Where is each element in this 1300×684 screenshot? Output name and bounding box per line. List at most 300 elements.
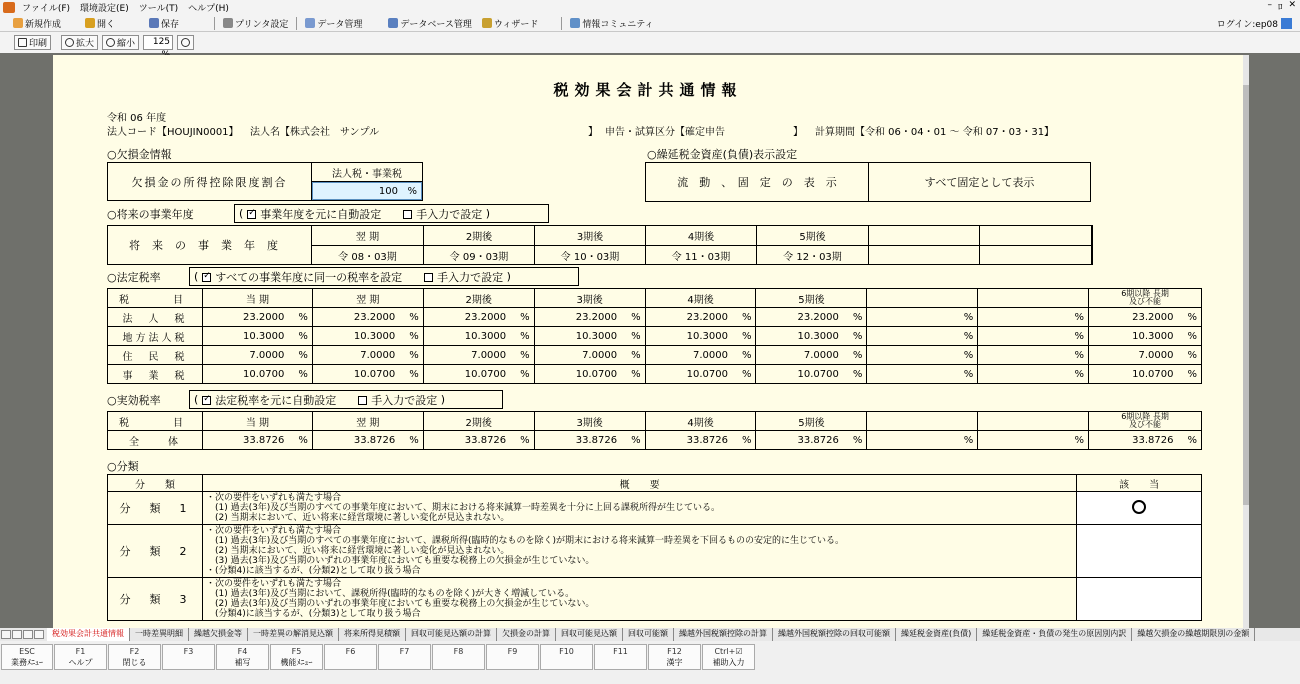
pct-unit: % bbox=[963, 368, 974, 380]
pct-unit: % bbox=[963, 311, 974, 323]
pct-unit: % bbox=[852, 330, 863, 342]
database-manage-button[interactable] bbox=[383, 16, 477, 31]
fkey-key: F6 bbox=[345, 647, 356, 656]
effective-manual-checkbox[interactable] bbox=[358, 396, 367, 405]
sheet-tabs bbox=[0, 628, 1300, 641]
rate-value: 33.8726 bbox=[575, 434, 618, 446]
class-applicable-cell[interactable] bbox=[1077, 525, 1202, 578]
rate-cell[interactable] bbox=[312, 431, 423, 450]
tab-last-button[interactable] bbox=[34, 630, 44, 639]
rate-cell[interactable] bbox=[1089, 308, 1202, 327]
col-header-3: 2期後 bbox=[423, 412, 534, 431]
tab-6[interactable]: 欠損金の計算 bbox=[497, 628, 556, 641]
printer-icon bbox=[223, 18, 233, 28]
class-summary-line: (分類4)に該当するが、(分類3)として取り扱う場合 bbox=[205, 609, 421, 619]
tab-3[interactable]: 一時差異の解消見込額 bbox=[248, 628, 339, 641]
class-col-header-1: 概 要 bbox=[202, 475, 1076, 492]
community-icon bbox=[570, 18, 580, 28]
window-controls bbox=[1267, 0, 1296, 13]
fkey-8-button[interactable] bbox=[432, 644, 485, 670]
future-date-4[interactable]: 令 12・03期 bbox=[756, 245, 869, 265]
separator bbox=[214, 17, 215, 30]
rate-cell[interactable] bbox=[756, 431, 867, 450]
future-header-2: 3期後 bbox=[534, 225, 646, 246]
col-header-1: 当 期 bbox=[202, 412, 312, 431]
wizard-label: ウィザード bbox=[493, 19, 539, 30]
rate-cell[interactable] bbox=[978, 431, 1089, 450]
zoom-field[interactable] bbox=[143, 35, 173, 50]
rate-cell[interactable] bbox=[202, 308, 312, 327]
rate-value: 7.0000 bbox=[582, 349, 618, 361]
future-date-2[interactable]: 令 10・03期 bbox=[534, 245, 646, 265]
pct-unit: % bbox=[1074, 311, 1085, 323]
rate-value: 7.0000 bbox=[1138, 349, 1174, 361]
class-applicable-cell[interactable] bbox=[1077, 578, 1202, 621]
pct-unit: % bbox=[409, 349, 419, 361]
rate-value: 10.0700 bbox=[353, 368, 396, 380]
menu-file[interactable]: ファイル(F) bbox=[22, 4, 71, 14]
rate-row-label: 住 民 税 bbox=[108, 346, 203, 365]
future-date-5 bbox=[868, 245, 980, 265]
menu-tools[interactable]: ツール(T) bbox=[138, 4, 179, 14]
class-row-label: 分 類 2 bbox=[108, 525, 203, 578]
class-summary-line: ・次の要件をいずれも満たす場合 bbox=[205, 526, 341, 536]
rate-row bbox=[108, 346, 1202, 365]
future-date-3[interactable]: 令 11・03期 bbox=[645, 245, 757, 265]
fkey-key: F11 bbox=[613, 647, 628, 656]
rate-cell[interactable] bbox=[867, 365, 978, 384]
rate-cell[interactable] bbox=[312, 346, 423, 365]
tab-0[interactable]: 税効果会計共通情報 bbox=[47, 628, 130, 641]
legal-opt1-label: すべての事業年度に同一の税率を設定 bbox=[215, 270, 403, 284]
fkey-key: F3 bbox=[183, 647, 194, 656]
rate-value: 7.0000 bbox=[471, 349, 507, 361]
rate-cell[interactable] bbox=[423, 346, 534, 365]
fkey-key: F1 bbox=[75, 647, 86, 656]
rate-cell[interactable] bbox=[423, 431, 534, 450]
tab-4[interactable]: 将来所得見積額 bbox=[339, 628, 406, 641]
rate-value: 7.0000 bbox=[360, 349, 396, 361]
effective-auto-checkbox[interactable] bbox=[202, 396, 211, 405]
fiscal-year: 令和 06 年度 bbox=[107, 113, 167, 124]
pct-unit: % bbox=[631, 368, 641, 380]
pct-unit: % bbox=[852, 368, 863, 380]
corp-name-end: 】 bbox=[588, 127, 598, 138]
col-header-6: 5期後 bbox=[756, 289, 867, 308]
rate-value: 23.2000 bbox=[242, 311, 285, 323]
data-manage-label: データ管理 bbox=[317, 19, 363, 30]
rate-cell[interactable] bbox=[867, 327, 978, 346]
rate-cell[interactable] bbox=[312, 365, 423, 384]
zoom-apply-button[interactable] bbox=[177, 35, 194, 50]
pct-unit: % bbox=[520, 311, 530, 323]
pct-unit: % bbox=[852, 434, 863, 446]
future-date-1[interactable]: 令 09・03期 bbox=[423, 245, 535, 265]
rate-value: 7.0000 bbox=[249, 349, 285, 361]
tab-2[interactable]: 繰越欠損金等 bbox=[189, 628, 248, 641]
pct-unit: % bbox=[852, 349, 863, 361]
rate-value: 23.2000 bbox=[686, 311, 728, 323]
rate-value: 23.2000 bbox=[1132, 311, 1174, 323]
future-header-6 bbox=[979, 225, 1093, 246]
fkey-key: ESC bbox=[19, 647, 35, 656]
tab-13[interactable]: 繰越欠損金の繰越期限別の金額 bbox=[1132, 628, 1255, 641]
rate-value: 23.2000 bbox=[797, 311, 839, 323]
tab-7[interactable]: 回収可能見込額 bbox=[556, 628, 623, 641]
folder-icon bbox=[85, 18, 95, 28]
calc-period: 計算期間【令和 06・04・01 ～ 令和 07・03・31】 bbox=[815, 127, 1055, 138]
main-toolbar bbox=[0, 15, 1300, 32]
tab-prev-button[interactable] bbox=[12, 630, 22, 639]
rate-cell[interactable] bbox=[534, 346, 645, 365]
new-label: 新規作成 bbox=[25, 19, 62, 30]
pct-unit: % bbox=[1187, 434, 1197, 446]
rate-cell[interactable] bbox=[423, 365, 534, 384]
rate-cell[interactable] bbox=[312, 327, 423, 346]
rate-cell[interactable] bbox=[756, 308, 867, 327]
col-header-5: 4期後 bbox=[645, 289, 756, 308]
print-button[interactable] bbox=[14, 35, 51, 50]
fkey-key: Ctrl+☑ bbox=[714, 647, 743, 656]
rate-value: 10.0700 bbox=[575, 368, 618, 380]
future-opt1-label: 事業年度を元に自動設定 bbox=[260, 207, 382, 221]
col-header-8 bbox=[978, 289, 1089, 308]
fkey-0-button[interactable] bbox=[1, 644, 53, 670]
rate-row bbox=[108, 327, 1202, 346]
future-header-3: 4期後 bbox=[645, 225, 757, 246]
pct-unit: % bbox=[1074, 368, 1085, 380]
pct-unit: % bbox=[1187, 311, 1197, 323]
pct-unit: % bbox=[520, 368, 530, 380]
fkey-label: 漢字 bbox=[666, 658, 683, 667]
rate-cell[interactable] bbox=[534, 327, 645, 346]
rate-value: 10.3000 bbox=[464, 330, 507, 342]
fkey-5-button[interactable] bbox=[270, 644, 323, 670]
tab-8[interactable]: 回収可能額 bbox=[623, 628, 674, 641]
menu-help[interactable]: ヘルプ(H) bbox=[188, 4, 229, 14]
loss-section-title: ○欠損金情報 bbox=[107, 148, 172, 161]
scroll-thumb[interactable] bbox=[1243, 85, 1249, 505]
corp-code: 法人コード【HOUJIN0001】 bbox=[107, 127, 239, 138]
rate-cell[interactable] bbox=[1089, 346, 1202, 365]
fkey-9-button[interactable] bbox=[486, 644, 539, 670]
separator bbox=[296, 17, 297, 30]
tab-5[interactable]: 回収可能見込額の計算 bbox=[406, 628, 497, 641]
rate-value: 33.8726 bbox=[1132, 434, 1174, 446]
pct-unit: % bbox=[520, 434, 530, 446]
rate-cell[interactable] bbox=[645, 308, 756, 327]
legal-opt2-label: 手入力で設定 bbox=[437, 270, 504, 284]
pct-unit: % bbox=[1074, 349, 1085, 361]
rate-cell[interactable] bbox=[534, 431, 645, 450]
pct-unit: % bbox=[631, 311, 641, 323]
class-row-label: 分 類 1 bbox=[108, 492, 203, 525]
zoom-out-icon bbox=[106, 38, 115, 47]
tab-1[interactable]: 一時差異明細 bbox=[130, 628, 189, 641]
header-row bbox=[108, 412, 1202, 431]
pct-unit: % bbox=[1074, 330, 1085, 342]
fkey-key: F8 bbox=[453, 647, 464, 656]
col-header-4: 3期後 bbox=[534, 412, 645, 431]
effective-opt2-label: 手入力で設定 bbox=[371, 393, 438, 407]
tab-first-button[interactable] bbox=[1, 630, 11, 639]
rate-value: 10.3000 bbox=[575, 330, 618, 342]
fkey-key: F5 bbox=[291, 647, 302, 656]
rate-cell[interactable] bbox=[756, 365, 867, 384]
zoom-value: 125 bbox=[152, 37, 171, 47]
rate-row-label: 全 体 bbox=[108, 431, 203, 450]
pct-unit: % bbox=[963, 434, 974, 446]
rate-cell[interactable] bbox=[756, 327, 867, 346]
pct-unit: % bbox=[298, 349, 308, 361]
future-date-0[interactable]: 令 08・03期 bbox=[311, 245, 424, 265]
pct-unit: % bbox=[520, 349, 530, 361]
new-button[interactable] bbox=[8, 16, 66, 31]
filing-type: 申告・試算区分【確定申告 bbox=[605, 127, 725, 138]
same-rate-checkbox[interactable] bbox=[202, 273, 211, 282]
class-summary-line: (2) 当期末において、近い将来に経営環境に著しい変化が見込まれない。 bbox=[205, 513, 510, 523]
legal-options: ( ✓ すべての事業年度に同一の税率を設定 手入力で設定 ) bbox=[189, 267, 579, 286]
class-summary-line: (1) 過去(3年)及び当期において、課税所得(臨時的なものを除く)が大きく増減している。 bbox=[205, 589, 575, 599]
community-button[interactable] bbox=[565, 16, 658, 31]
fkey-label: 業務ﾒﾆｭｰ bbox=[11, 658, 43, 667]
fkey-3-button[interactable] bbox=[162, 644, 215, 670]
class-col-header-2: 該 当 bbox=[1077, 475, 1202, 492]
rate-row bbox=[108, 365, 1202, 384]
class-summary-line: (2) 当期末において、近い将来に経営環境に著しい変化が見込まれない。 bbox=[205, 546, 510, 556]
corp-name: 法人名【株式会社 サンプル bbox=[250, 127, 380, 138]
col-header-5: 4期後 bbox=[645, 412, 756, 431]
rate-cell[interactable] bbox=[534, 365, 645, 384]
future-header-0: 翌 期 bbox=[311, 225, 424, 246]
pct-unit: % bbox=[741, 311, 752, 323]
effective-section-title: ○実効税率 bbox=[107, 394, 161, 407]
rate-value: 33.8726 bbox=[464, 434, 507, 446]
fkey-key: F7 bbox=[399, 647, 410, 656]
rate-cell[interactable] bbox=[423, 308, 534, 327]
rate-cell[interactable] bbox=[978, 346, 1089, 365]
col-header-8 bbox=[978, 412, 1089, 431]
rate-cell[interactable] bbox=[645, 327, 756, 346]
pct-unit: % bbox=[409, 434, 419, 446]
class-summary-line: (2) 過去(3年)及び当期のいずれの事業年度においても重要な税務上の欠損金が生じていない。 bbox=[205, 599, 595, 609]
page-title: 税効果会計共通情報 bbox=[553, 81, 743, 99]
col-header-2: 翌 期 bbox=[312, 289, 423, 308]
filing-end: 】 bbox=[793, 127, 803, 138]
document-page bbox=[53, 55, 1243, 628]
rate-cell[interactable] bbox=[1089, 327, 1202, 346]
pct-unit: % bbox=[298, 434, 308, 446]
print-icon bbox=[18, 38, 27, 47]
future-header-5 bbox=[868, 225, 980, 246]
rate-cell[interactable] bbox=[978, 327, 1089, 346]
future-row-label: 将来の事業年度 bbox=[107, 225, 312, 265]
login-status bbox=[1217, 17, 1292, 30]
rate-cell[interactable] bbox=[202, 365, 312, 384]
class-summary-line: ・(分類4)に該当するが、(分類2)として取り扱う場合 bbox=[205, 566, 421, 576]
tab-next-button[interactable] bbox=[23, 630, 33, 639]
rate-cell[interactable] bbox=[423, 327, 534, 346]
rate-row-label: 法 人 税 bbox=[108, 308, 203, 327]
pct-unit: % bbox=[741, 349, 752, 361]
rate-cell[interactable] bbox=[645, 346, 756, 365]
col-header-9: 6期以降 長期 及び不能 bbox=[1089, 289, 1202, 308]
fkey-2-button[interactable] bbox=[108, 644, 161, 670]
fkey-6-button[interactable] bbox=[324, 644, 377, 670]
col-header-7 bbox=[867, 412, 978, 431]
deferred-label: 流 動 、 固 定 の 表 示 bbox=[645, 162, 869, 202]
rate-cell[interactable] bbox=[1089, 365, 1202, 384]
fkey-12-button[interactable] bbox=[648, 644, 701, 670]
rate-row bbox=[108, 308, 1202, 327]
future-section-title: ○将来の事業年度 bbox=[107, 208, 194, 221]
user-icon bbox=[1281, 18, 1292, 29]
tab-12[interactable]: 繰延税金資産・負債の発生の原因別内訳 bbox=[977, 628, 1132, 641]
rate-value: 10.0700 bbox=[464, 368, 507, 380]
class-summary bbox=[202, 525, 1076, 578]
database-icon bbox=[388, 18, 398, 28]
pct-unit: % bbox=[520, 330, 530, 342]
class-row-label: 分 類 3 bbox=[108, 578, 203, 621]
legal-manual-checkbox[interactable] bbox=[424, 273, 433, 282]
magnifier-icon bbox=[181, 38, 190, 47]
rate-value: 10.0700 bbox=[686, 368, 728, 380]
pct-unit: % bbox=[298, 311, 308, 323]
fkey-1-button[interactable] bbox=[54, 644, 107, 670]
fkey-10-button[interactable] bbox=[540, 644, 593, 670]
menu-settings[interactable]: 環境設定(E) bbox=[80, 4, 129, 14]
rate-value: 10.0700 bbox=[797, 368, 839, 380]
rate-cell[interactable] bbox=[1089, 431, 1202, 450]
menu-bar bbox=[0, 0, 1300, 15]
future-header-1: 2期後 bbox=[423, 225, 535, 246]
class-summary-line: (1) 過去(3年)及び当期のすべての事業年度において、課税所得(臨時的なものを除く)が期末における将来減算一時差異を下回るものの安定的に生じている。 bbox=[205, 536, 844, 546]
pct-unit: % bbox=[409, 311, 419, 323]
class-row bbox=[108, 492, 1202, 525]
rate-cell[interactable] bbox=[867, 308, 978, 327]
rate-value: 10.0700 bbox=[1132, 368, 1174, 380]
rate-value: 10.3000 bbox=[686, 330, 728, 342]
zoom-out-button[interactable] bbox=[102, 35, 139, 50]
zoom-in-button[interactable] bbox=[61, 35, 98, 50]
rate-cell[interactable] bbox=[978, 365, 1089, 384]
rate-value: 33.8726 bbox=[686, 434, 728, 446]
loss-rate-input[interactable] bbox=[312, 182, 422, 200]
rate-cell[interactable] bbox=[312, 308, 423, 327]
fkey-label: 補助入力 bbox=[712, 658, 745, 667]
tab-9[interactable]: 繰越外国税額控除の計算 bbox=[674, 628, 773, 641]
pct-unit: % bbox=[407, 185, 417, 197]
rate-value: 10.3000 bbox=[797, 330, 839, 342]
fkey-4-button[interactable] bbox=[216, 644, 269, 670]
save-button[interactable] bbox=[144, 16, 184, 31]
rate-cell[interactable] bbox=[756, 346, 867, 365]
restore-button[interactable]: ﾛ bbox=[1277, 3, 1283, 13]
fkey-7-button[interactable] bbox=[378, 644, 431, 670]
class-row bbox=[108, 578, 1202, 621]
col-header-0: 税 目 bbox=[108, 412, 203, 431]
pct-unit: % bbox=[1187, 330, 1197, 342]
auto-set-checkbox[interactable] bbox=[247, 210, 256, 219]
zoom-out-label: 縮小 bbox=[117, 39, 136, 49]
loss-row-label: 欠損金の所得控除限度割合 bbox=[107, 162, 312, 201]
class-summary bbox=[202, 578, 1076, 621]
rate-value: 10.0700 bbox=[242, 368, 285, 380]
close-button[interactable]: ✕ bbox=[1288, 0, 1296, 10]
rate-cell[interactable] bbox=[202, 346, 312, 365]
database-manage-label: データベース管理 bbox=[400, 19, 472, 30]
fkey-13-button[interactable] bbox=[702, 644, 755, 670]
pct-unit: % bbox=[741, 434, 752, 446]
fkey-key: F10 bbox=[559, 647, 574, 656]
rate-cell[interactable] bbox=[202, 431, 312, 450]
rate-cell[interactable] bbox=[978, 308, 1089, 327]
rate-cell[interactable] bbox=[867, 346, 978, 365]
open-button[interactable] bbox=[80, 16, 120, 31]
loss-col-header: 法人税・事業税 bbox=[311, 162, 423, 182]
rate-cell[interactable] bbox=[645, 431, 756, 450]
col-header-1: 当 期 bbox=[202, 289, 312, 308]
rate-value: 33.8726 bbox=[797, 434, 839, 446]
printer-settings-label: プリンタ設定 bbox=[235, 19, 289, 30]
rate-cell[interactable] bbox=[202, 327, 312, 346]
header-row bbox=[108, 289, 1202, 308]
legal-rate-table bbox=[107, 288, 1202, 384]
legal-section-title: ○法定税率 bbox=[107, 271, 161, 284]
manual-set-checkbox[interactable] bbox=[403, 210, 412, 219]
selected-circle-icon bbox=[1132, 500, 1146, 514]
separator bbox=[561, 17, 562, 30]
rate-value: 23.2000 bbox=[464, 311, 507, 323]
future-opt2-label: 手入力で設定 bbox=[416, 207, 483, 221]
fkey-key: F9 bbox=[507, 647, 518, 656]
pct-unit: % bbox=[409, 368, 419, 380]
rate-cell[interactable] bbox=[645, 365, 756, 384]
future-options: ( ✓ 事業年度を元に自動設定 手入力で設定 ) bbox=[234, 204, 549, 223]
tab-10[interactable]: 繰越外国税額控除の回収可能額 bbox=[773, 628, 896, 641]
login-label: ログイン:ep08 bbox=[1216, 20, 1278, 30]
wizard-button[interactable] bbox=[477, 16, 543, 31]
deferred-value[interactable]: すべて固定として表示 bbox=[868, 162, 1091, 202]
rate-cell[interactable] bbox=[534, 308, 645, 327]
vertical-scrollbar[interactable] bbox=[1243, 55, 1249, 628]
fkey-key: F4 bbox=[237, 647, 248, 656]
future-date-6 bbox=[979, 245, 1093, 265]
minimize-button[interactable]: – bbox=[1267, 0, 1272, 10]
col-header-3: 2期後 bbox=[423, 289, 534, 308]
rate-cell[interactable] bbox=[867, 431, 978, 450]
save-icon bbox=[149, 18, 159, 28]
rate-value: 7.0000 bbox=[803, 349, 839, 361]
class-summary-line: (1) 過去(3年)及び当期のすべての事業年度において、期末における将来減算一時差異を十分に上回る課税所得が生じている。 bbox=[205, 503, 720, 513]
pct-unit: % bbox=[631, 349, 641, 361]
save-label: 保存 bbox=[161, 19, 180, 30]
loss-rate-value: 100 bbox=[378, 185, 398, 197]
rate-row bbox=[108, 431, 1202, 450]
data-manage-button[interactable] bbox=[300, 16, 367, 31]
printer-settings-button[interactable] bbox=[218, 16, 293, 31]
class-section-title: ○分類 bbox=[107, 460, 139, 473]
fkey-key: F2 bbox=[129, 647, 140, 656]
pct-unit: % bbox=[1187, 368, 1197, 380]
class-row bbox=[108, 525, 1202, 578]
rate-row-label: 地方法人税 bbox=[108, 327, 203, 346]
data-icon bbox=[305, 18, 315, 28]
pct-unit: % bbox=[631, 434, 641, 446]
class-applicable-cell[interactable] bbox=[1077, 492, 1202, 525]
fkey-11-button[interactable] bbox=[594, 644, 647, 670]
tab-11[interactable]: 繰延税金資産(負債) bbox=[896, 628, 977, 641]
